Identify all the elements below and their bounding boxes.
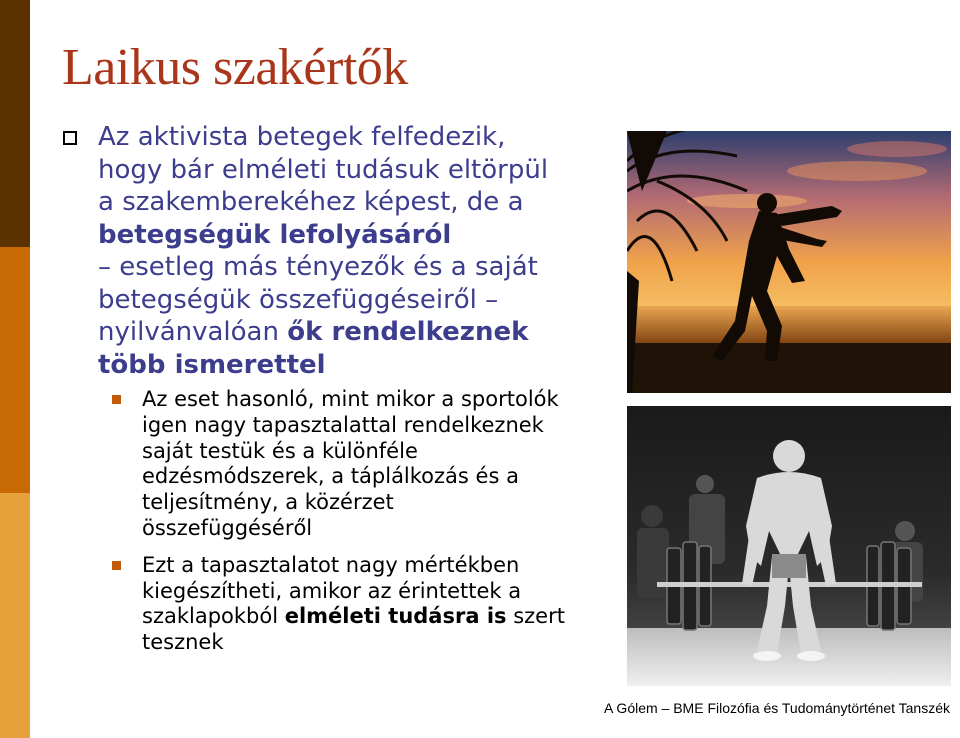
sidebar-accent-middle bbox=[0, 247, 30, 493]
sub-bullet-line: Ezt a tapasztalatot nagy mértékben bbox=[142, 552, 520, 577]
sub-bullet-line: teljesítmény, a közérzet bbox=[142, 490, 394, 515]
sub-bullet-fragment: szaklapokból bbox=[142, 604, 285, 629]
sub-bullet-line: tesznek bbox=[142, 630, 224, 655]
main-bullet-line: hogy bár elméleti tudásuk eltörpül bbox=[98, 154, 549, 185]
main-bullet-line: – esetleg más tényezők és a saját bbox=[98, 252, 538, 282]
sub-bullet-item bbox=[142, 387, 612, 542]
sidebar-accent-top bbox=[0, 0, 30, 247]
sub-bullet-square-icon bbox=[112, 561, 121, 570]
sub-bullet-line: saját testük és a különféle bbox=[142, 438, 418, 463]
sub-bullet-list bbox=[142, 387, 612, 667]
sub-bullet-line: összefüggéséről bbox=[142, 515, 313, 540]
sub-bullet-line: kiegészítheti, amikor az érintettek a bbox=[142, 578, 522, 603]
main-bullet-line bbox=[98, 349, 618, 382]
main-bullet-line bbox=[98, 316, 618, 349]
sub-bullet-fragment: szert bbox=[506, 604, 565, 629]
sub-bullet-line bbox=[142, 604, 612, 630]
weightlifter-photo bbox=[627, 406, 951, 686]
sub-bullet-line: Az eset hasonló, mint mikor a sportolók bbox=[142, 387, 559, 411]
sub-bullet-item bbox=[142, 553, 612, 656]
bullet-square-icon bbox=[63, 131, 77, 145]
main-bullet-line: a szakemberekéhez képest, de a bbox=[98, 187, 524, 217]
emphasis-text: elméleti tudásra is bbox=[284, 604, 507, 629]
sub-bullet-square-icon bbox=[112, 395, 121, 404]
sub-bullet-line: igen nagy tapasztalattal rendelkeznek bbox=[142, 412, 544, 437]
sub-bullet-line: edzésmódszerek, a táplálkozás és a bbox=[142, 464, 519, 489]
emphasis-text: betegségük lefolyásáról bbox=[98, 219, 452, 250]
emphasis-text: több ismerettel bbox=[98, 349, 326, 380]
footer-credit: A Gólem – BME Filozófia és Tudománytörténet Tanszék bbox=[603, 700, 950, 716]
emphasis-text: ők rendelkeznek bbox=[287, 317, 529, 347]
main-bullet-fragment: nyilvánvalóan bbox=[98, 317, 288, 347]
slide-title: Laikus szakértők bbox=[62, 39, 408, 96]
tai-chi-sunset-photo bbox=[627, 131, 951, 393]
main-bullet-line bbox=[98, 219, 618, 252]
main-bullet-line: Az aktivista betegek felfedezik, bbox=[98, 122, 506, 152]
main-bullet-text bbox=[98, 121, 618, 381]
main-bullet-line: betegségük összefüggéseiről – bbox=[98, 284, 499, 315]
sidebar-accent-bottom bbox=[0, 493, 30, 738]
